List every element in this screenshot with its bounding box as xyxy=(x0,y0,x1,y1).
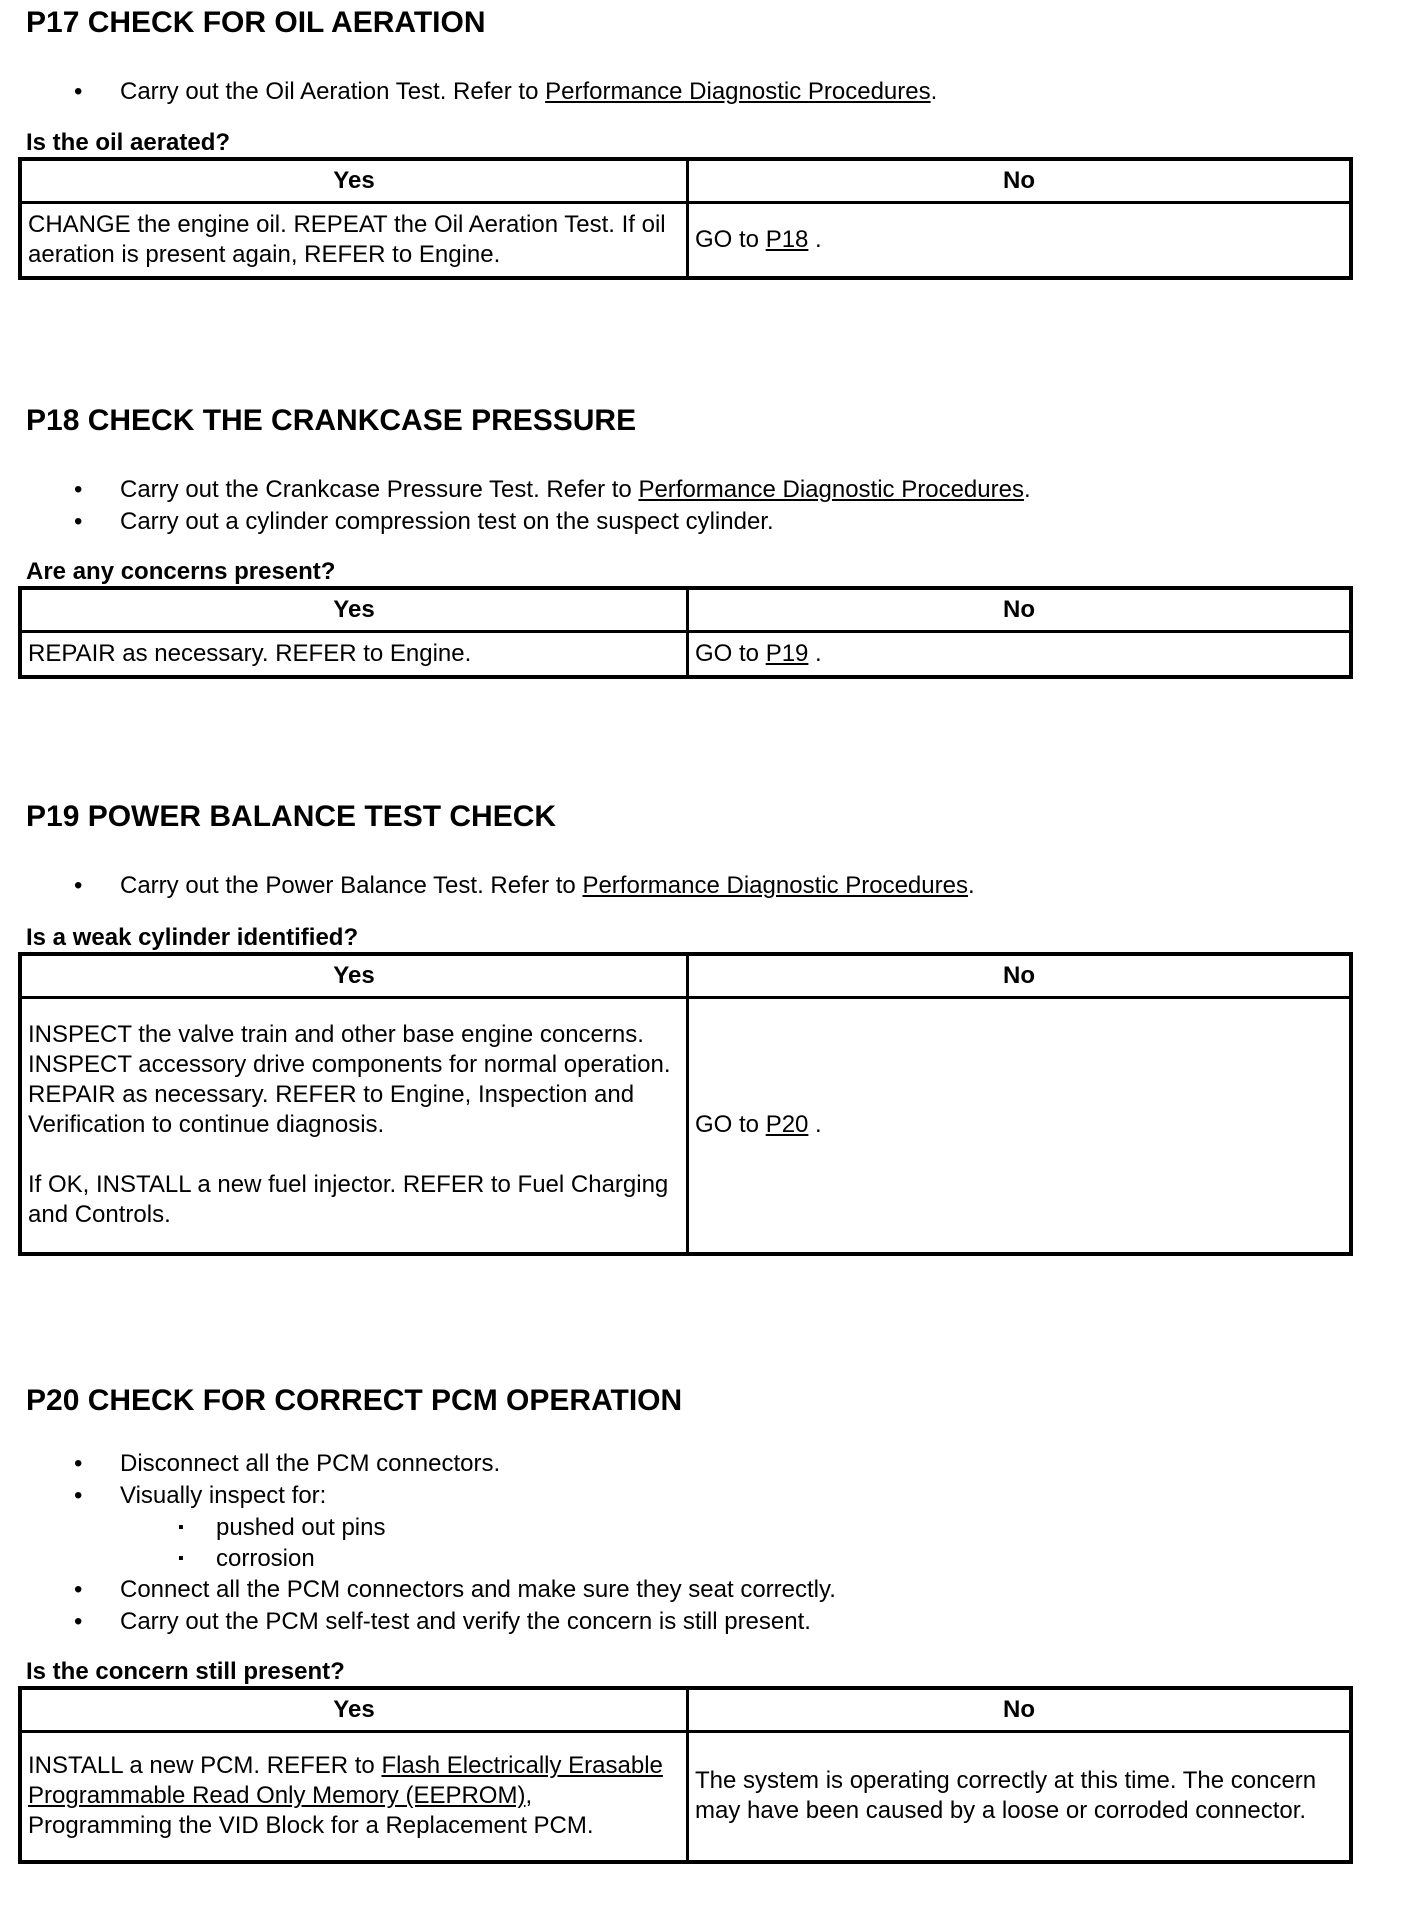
yes-no-table xyxy=(18,586,1353,679)
flash-eeprom-link[interactable]: Flash Electrically Erasable Programmable Read Only Memory (EEPROM) xyxy=(28,1752,663,1810)
step-instructions xyxy=(18,76,1353,108)
yes-paragraph: INSPECT the valve train and other base engine concerns. INSPECT accessory drive components for normal operation. REPAIR as necessary. REFER to Engine, Inspection and Verification to continue diagnosis. xyxy=(28,1021,671,1139)
performance-diagnostic-link[interactable]: Performance Diagnostic Procedures xyxy=(582,872,968,899)
instruction-item: • Visually inspect for: ▪ pushed out pins ▪ corrosion xyxy=(120,1480,1353,1574)
instruction-item: • Disconnect all the PCM connectors. xyxy=(120,1448,1353,1480)
goto-p18-link[interactable]: P18 xyxy=(765,226,809,253)
step-p20 xyxy=(18,1384,1353,1864)
goto-p19-link[interactable]: P19 xyxy=(765,640,809,667)
yes-cell xyxy=(20,998,688,1254)
no-cell: The system is operating correctly at this time. The concern may have been caused by a loose or corroded connector. xyxy=(688,1732,1352,1862)
yes-cell: CHANGE the engine oil. REPEAT the Oil Aeration Test. If oil aeration is present again, REFER to Engine. xyxy=(20,203,688,279)
instruction-item: • Carry out the Oil Aeration Test. Refer to Performance Diagnostic Procedures. xyxy=(120,76,1353,108)
instruction-item: • Connect all the PCM connectors and make sure they seat correctly. xyxy=(120,1574,1353,1606)
step-p17 xyxy=(18,6,1353,280)
no-cell: GO to P18 . xyxy=(688,203,1352,279)
sub-item: ▪ pushed out pins xyxy=(216,1512,1353,1543)
instruction-item: • Carry out the PCM self-test and verify the concern is still present. xyxy=(120,1606,1353,1638)
no-header: No xyxy=(688,588,1352,632)
yes-cell: INSTALL a new PCM. REFER to Flash Electrically Erasable Programmable Read Only Memory (EEPROM), Programming the VID Block for a Replacement PCM. xyxy=(20,1732,688,1862)
yes-no-table xyxy=(18,1686,1353,1864)
sub-item: ▪ corrosion xyxy=(216,1543,1353,1574)
step-question: Is a weak cylinder identified? xyxy=(26,924,359,951)
step-question: Are any concerns present? xyxy=(26,558,336,585)
yes-no-table xyxy=(18,952,1353,1256)
step-p19 xyxy=(18,800,1353,1256)
no-cell: GO to P19 . xyxy=(688,632,1352,678)
performance-diagnostic-link[interactable]: Performance Diagnostic Procedures xyxy=(638,476,1024,503)
yes-no-table xyxy=(18,157,1353,280)
step-instructions xyxy=(18,870,1353,902)
step-p18 xyxy=(18,404,1353,679)
instruction-item: • Carry out the Power Balance Test. Refer to Performance Diagnostic Procedures. xyxy=(120,870,1353,902)
sub-instructions xyxy=(120,1512,1353,1574)
step-instructions xyxy=(18,1448,1353,1638)
yes-paragraph: If OK, INSTALL a new fuel injector. REFER to Fuel Charging and Controls. xyxy=(28,1171,669,1229)
instruction-item: • Carry out the Crankcase Pressure Test. Refer to Performance Diagnostic Procedures. xyxy=(120,474,1353,506)
no-header: No xyxy=(688,1688,1352,1732)
performance-diagnostic-link[interactable]: Performance Diagnostic Procedures xyxy=(545,78,931,105)
step-title: P19 POWER BALANCE TEST CHECK xyxy=(26,800,557,833)
step-title: P17 CHECK FOR OIL AERATION xyxy=(26,6,486,39)
no-header: No xyxy=(688,954,1352,998)
yes-header: Yes xyxy=(20,588,688,632)
no-header: No xyxy=(688,159,1352,203)
no-cell: GO to P20 . xyxy=(688,998,1352,1254)
step-title: P20 CHECK FOR CORRECT PCM OPERATION xyxy=(26,1384,683,1417)
yes-header: Yes xyxy=(20,1688,688,1732)
yes-header: Yes xyxy=(20,954,688,998)
step-question: Is the concern still present? xyxy=(26,1658,345,1685)
step-question: Is the oil aerated? xyxy=(26,129,231,156)
step-instructions xyxy=(18,474,1353,538)
yes-cell: REPAIR as necessary. REFER to Engine. xyxy=(20,632,688,678)
step-title: P18 CHECK THE CRANKCASE PRESSURE xyxy=(26,404,637,437)
goto-p20-link[interactable]: P20 xyxy=(765,1111,809,1139)
yes-header: Yes xyxy=(20,159,688,203)
instruction-item: • Carry out a cylinder compression test on the suspect cylinder. xyxy=(120,506,1353,538)
